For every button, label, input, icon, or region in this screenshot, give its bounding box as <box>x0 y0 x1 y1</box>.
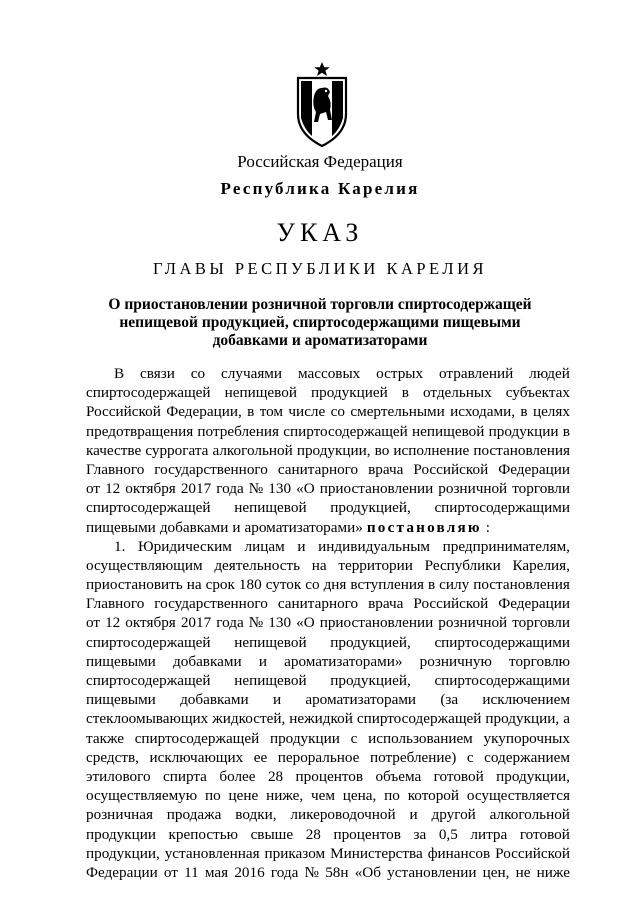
body-word: отдельных <box>422 384 492 402</box>
body-word: алкогольной <box>489 806 570 824</box>
body-word: розничную <box>419 652 492 670</box>
body-word: дня <box>323 576 347 594</box>
body-line <box>86 364 570 383</box>
body-word: 58н <box>325 863 349 881</box>
body-word: непищевой <box>234 672 307 689</box>
body-word: чем <box>310 787 335 805</box>
body-word: крепостью <box>168 825 238 843</box>
body-line <box>86 422 570 441</box>
body-word: индивидуальным <box>318 537 431 555</box>
body-word: в <box>520 403 528 421</box>
body-word: 11 <box>184 863 199 881</box>
body-line <box>86 767 570 786</box>
body-word: водки, <box>235 806 277 824</box>
body-word: и <box>258 652 267 670</box>
body-word: суток <box>265 576 302 594</box>
body-word: людей <box>529 365 570 382</box>
body-word: года <box>270 863 299 881</box>
body-word: этилового <box>86 767 151 785</box>
body-word: силу <box>439 576 470 594</box>
body-line <box>86 613 570 632</box>
body-word: спиртосодержащей <box>356 710 482 728</box>
body-word: осуществляемую <box>86 787 198 805</box>
body-word: № <box>304 863 320 881</box>
body-word: территории <box>338 556 413 574</box>
body-word: розничной <box>438 614 508 632</box>
body-word: непищевой <box>224 384 297 402</box>
body-word: ее <box>253 748 268 766</box>
body-word: (за <box>440 691 459 709</box>
body-line <box>86 748 570 767</box>
document-type: УКАЗ <box>276 218 364 247</box>
body-word: непищевой <box>234 499 307 517</box>
body-word: продукции <box>86 825 156 843</box>
body-word: свыше <box>250 825 294 843</box>
body-word: продукции <box>488 422 559 440</box>
body-word: Федерации <box>498 460 570 478</box>
body-word: от <box>86 480 101 498</box>
republic-name: Республика Карелия <box>220 179 420 198</box>
body-line <box>86 690 570 709</box>
body-word: продукции <box>269 729 340 747</box>
body-word: массовых <box>297 365 361 382</box>
body-word: 130 <box>268 480 292 498</box>
title-line: О приостановлении розничной торговли спиртосодержащей <box>108 296 532 313</box>
body-word: пищевыми <box>86 691 156 709</box>
body-word: 2017 <box>180 480 212 498</box>
body-word: суррогата <box>145 441 209 459</box>
body-word: санитарного <box>277 595 359 613</box>
body-line <box>86 863 570 882</box>
body-word: укупорочных <box>483 729 570 747</box>
body-word: и <box>409 806 418 824</box>
body-line <box>86 441 570 460</box>
body-word: за <box>413 825 427 843</box>
body-word: спиртосодержащей <box>86 672 211 689</box>
body-word: 12 <box>105 614 121 632</box>
body-line <box>86 594 570 613</box>
body-word: стеклоомывающих <box>86 710 209 728</box>
body-word: лицам <box>244 537 285 555</box>
body-word: в <box>427 576 436 594</box>
body-word: «О <box>296 480 315 498</box>
body-word: 2017 <box>180 614 212 632</box>
body-word: потребление) <box>369 748 457 766</box>
body-word: субъектах <box>505 384 570 402</box>
title-line: добавками и ароматизаторами <box>212 332 428 349</box>
body-word: ниже, <box>266 787 304 805</box>
body-word: Министерства <box>330 844 423 862</box>
body-word: пищевыми <box>86 652 156 670</box>
document-author: ГЛАВЫ РЕСПУБЛИКИ КАРЕЛИЯ <box>152 259 488 278</box>
body-word: на <box>311 556 327 574</box>
body-word: потребления <box>197 422 280 440</box>
body-word: целях <box>532 403 570 421</box>
body-word: содержанием <box>484 748 570 766</box>
body-line <box>86 556 570 575</box>
body-word: от <box>163 863 178 881</box>
body-word: цена, <box>342 787 377 805</box>
body-word: № <box>248 614 264 632</box>
body-word: октября <box>125 614 176 632</box>
body-word: алкогольной <box>212 441 293 459</box>
body-word: в <box>247 403 255 421</box>
country-name: Российская Федерация <box>237 152 403 171</box>
body-word: более <box>219 767 256 785</box>
body-word: санитарного <box>277 460 359 478</box>
body-word: по <box>384 787 400 805</box>
body-word: : <box>485 518 490 536</box>
body-word: спиртосодержащими <box>434 499 570 517</box>
body-word: продукцией <box>311 384 388 402</box>
body-word: приостановлении <box>319 614 434 632</box>
body-word: спиртосодержащей <box>86 499 211 517</box>
body-word: 28 <box>305 825 321 843</box>
body-word: пероральное <box>277 748 360 766</box>
body-line <box>86 709 570 728</box>
body-word: том <box>259 403 284 421</box>
body-word: срок <box>205 576 235 594</box>
body-word: розничная <box>86 806 153 824</box>
body-word: установленная <box>164 844 260 862</box>
body-word: № <box>248 480 264 498</box>
body-word: 0,5 <box>438 825 458 843</box>
body-line <box>86 460 570 479</box>
body-word: приказом <box>264 844 326 862</box>
body-word: продукции, <box>86 844 160 862</box>
body-word: продукцией, <box>330 499 411 517</box>
body-word: предпринимателям, <box>442 537 570 555</box>
body-word: литра <box>470 825 508 843</box>
body-word: В <box>114 365 125 382</box>
body-word: добавками <box>180 691 249 709</box>
body-word: Российской <box>413 460 489 478</box>
body-word: Федерации <box>498 595 570 613</box>
body-word: 28 <box>267 767 284 785</box>
body-word: постановления <box>473 441 570 459</box>
body-word: также <box>86 729 124 747</box>
body-word: государственного <box>154 595 268 613</box>
body-word: приостановлении <box>319 480 434 498</box>
body-word: государственного <box>154 460 268 478</box>
body-word: со <box>330 403 345 421</box>
body-word: случаями <box>221 365 283 382</box>
body-word: ароматизаторами <box>305 691 417 709</box>
body-line <box>86 786 570 805</box>
body-word: цен, <box>482 863 510 881</box>
decree-title <box>90 296 550 350</box>
body-line <box>86 729 570 748</box>
body-word: продукции, <box>496 767 570 785</box>
body-word: продукции, <box>296 441 371 459</box>
body-line <box>86 633 570 652</box>
body-line <box>86 537 570 556</box>
body-word: по <box>204 787 221 805</box>
body-word: готовой <box>519 825 570 843</box>
body-word: процентов <box>333 825 401 843</box>
body-word: спиртосодержащей <box>86 384 211 402</box>
body-word: мая <box>204 863 229 881</box>
body-word: ароматизаторами» <box>244 518 363 536</box>
body-word: 12 <box>105 480 121 498</box>
body-word: деятельность <box>214 556 301 574</box>
body-word: и <box>272 691 282 709</box>
body-word: Российской <box>86 403 161 421</box>
body-word: не <box>515 863 531 881</box>
body-word: продукцией, <box>330 633 411 651</box>
body-word: и <box>232 518 241 536</box>
body-word: исключением <box>482 691 570 709</box>
body-word: готовой <box>433 767 484 785</box>
body-word: постановляю <box>366 518 482 536</box>
body-word: процентов <box>295 767 364 785</box>
body-word: октября <box>125 480 176 498</box>
body-word: спиртосодержащими <box>434 633 570 651</box>
body-word: и <box>297 537 306 555</box>
body-word: установлении <box>387 863 477 881</box>
body-word: Карелия, <box>512 556 570 574</box>
body-word: острых <box>376 365 424 382</box>
body-line <box>86 479 570 498</box>
body-word: приостановить <box>86 576 183 594</box>
body-line <box>86 844 570 863</box>
body-word: 180 <box>238 576 262 594</box>
body-word: добавками <box>159 518 229 536</box>
body-word: другой <box>431 806 476 824</box>
body-word: с <box>350 729 358 747</box>
decree-body <box>86 364 570 882</box>
body-word: врача <box>368 595 404 613</box>
body-word: объема <box>375 767 422 785</box>
body-word: спиртосодержащей <box>134 729 260 747</box>
body-word: ликероводочной <box>290 806 396 824</box>
body-word: отравлений <box>439 365 514 382</box>
body-word: спиртосодержащей <box>86 633 211 651</box>
body-word: предотвращения <box>86 422 194 440</box>
body-word: спиртосодержащими <box>434 672 570 689</box>
body-line <box>86 383 570 402</box>
body-word: торговли <box>512 614 570 632</box>
body-word: от <box>86 614 101 632</box>
body-word: «О <box>296 614 315 632</box>
body-word: в <box>401 384 409 402</box>
body-word: которой <box>407 787 460 805</box>
body-word: средств, <box>86 748 139 766</box>
body-word: Российской <box>413 595 489 613</box>
body-word: связи <box>140 365 175 382</box>
body-word: цене <box>228 787 259 805</box>
body-word: 130 <box>268 614 292 632</box>
body-word: ароматизаторами» <box>284 652 403 670</box>
body-line <box>86 498 570 517</box>
body-word: спирта <box>162 767 207 785</box>
body-word: добавками <box>173 652 242 670</box>
body-word: года <box>216 614 244 632</box>
body-line <box>86 652 570 671</box>
body-line <box>86 825 570 844</box>
body-word: а <box>563 710 570 728</box>
body-word: непищевой <box>234 633 307 651</box>
body-word: осуществляется <box>466 787 570 805</box>
body-word: «Об <box>354 863 381 881</box>
body-word: со <box>305 576 320 594</box>
body-word: розничной <box>438 480 508 498</box>
body-word: числе <box>288 403 326 421</box>
karelia-coat-of-arms-icon <box>292 62 352 148</box>
body-word: Республики <box>424 556 501 574</box>
body-word: исходами, <box>450 403 516 421</box>
body-word: пищевыми <box>86 518 156 536</box>
body-word: осуществляющим <box>86 556 203 574</box>
body-line <box>86 671 570 690</box>
body-word: продажа <box>166 806 222 824</box>
body-word: 2016 <box>234 863 265 881</box>
body-word: Главного <box>86 460 145 478</box>
body-word: на <box>186 576 202 594</box>
body-word: Российской <box>495 844 570 862</box>
body-word: со <box>190 365 206 382</box>
title-line: непищевой продукцией, спиртосодержащими пищевыми <box>119 314 521 331</box>
body-word: Федерации <box>86 863 158 881</box>
body-line <box>86 575 570 594</box>
body-word: с <box>466 748 474 766</box>
body-word: ниже <box>536 863 570 881</box>
body-word: продукцией, <box>330 672 411 689</box>
body-word: Юридическим <box>138 537 232 555</box>
body-word: во <box>374 441 390 459</box>
body-word: использованием <box>368 729 473 747</box>
body-word: вступления <box>350 576 424 594</box>
body-word: качестве <box>86 441 142 459</box>
body-word: 1. <box>114 537 126 555</box>
body-word: торговли <box>512 480 570 498</box>
body-word: исполнение <box>393 441 470 459</box>
body-line <box>86 805 570 824</box>
body-word: в <box>562 422 570 440</box>
body-word: смертельными <box>350 403 445 421</box>
body-word: исключающих <box>149 748 244 766</box>
body-word: финансов <box>427 844 491 862</box>
body-word: года <box>216 480 244 498</box>
body-word: Федерации, <box>166 403 242 421</box>
body-word: торговлю <box>509 652 570 670</box>
body-word: продукции, <box>485 710 560 728</box>
body-line <box>86 402 570 421</box>
body-line <box>86 518 570 537</box>
body-word: врача <box>368 460 404 478</box>
body-word: постановления <box>473 576 570 594</box>
body-word: Главного <box>86 595 145 613</box>
body-word: нежидкой <box>289 710 353 728</box>
body-word: непищевой <box>412 422 485 440</box>
body-word: спиртосодержащей <box>283 422 408 440</box>
body-word: жидкостей, <box>212 710 286 728</box>
